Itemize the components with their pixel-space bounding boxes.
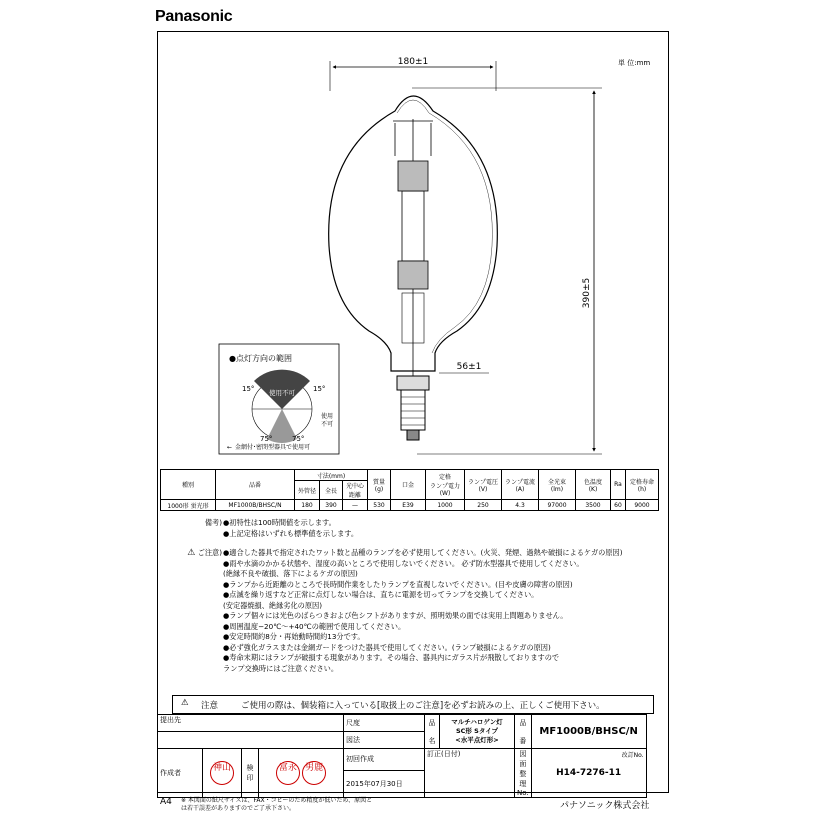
th-current: ランプ電流 (A) — [502, 470, 539, 500]
th-flux: 全光束 (lm) — [539, 470, 576, 500]
caution-line: (安定器焼損、絶縁劣化の原因) — [223, 600, 323, 610]
caution-line: ●ランプから近距離のところで長時間作業をしたりランプを直視しないでください。(目や皮膚の障害の原因) — [223, 579, 573, 589]
angle-top-left: 15° — [242, 385, 255, 393]
th-mass: 質量 (g) — [368, 470, 391, 500]
drawing-no: 改訂No. H14-7276-11 — [531, 749, 646, 798]
cell-mass: 530 — [368, 500, 391, 511]
th-base: 口金 — [391, 470, 426, 500]
projection-label: 図法 — [344, 732, 425, 749]
seal-stamps — [259, 749, 344, 798]
paper-size: A4 — [160, 797, 172, 807]
product-number: MF1000B/BHSC/N — [531, 715, 646, 749]
forbidden-label: 使用不可 — [269, 389, 295, 397]
cell-ra: 60 — [611, 500, 626, 511]
spec-table — [160, 469, 659, 511]
cell-power: 1000 — [426, 500, 465, 511]
height-label: 390±5 — [582, 277, 592, 309]
brand-logo: Panasonic — [155, 8, 233, 25]
notes-section — [160, 518, 660, 688]
cell-life: 9000 — [626, 500, 659, 511]
caution-line: (絶縁不良や破損、落下によるケガの原因) — [223, 569, 358, 578]
cell-voltage: 250 — [465, 500, 502, 511]
cell-flux: 97000 — [539, 500, 576, 511]
direction-title: ●点灯方向の範囲 — [229, 354, 292, 363]
stamp: 富永 — [276, 761, 300, 785]
cell-center: — — [343, 500, 368, 511]
lamp-drawing — [157, 31, 669, 471]
remark-line: ●初特性は100時間値を示します。 — [223, 518, 336, 527]
height-dimension — [412, 88, 602, 454]
warning-text: ご使用の際は、個装箱に入っている[取扱上のご注意]を必ずお読みの上、正しくご使用下さい。 — [241, 701, 605, 711]
width-label: 180±1 — [397, 57, 429, 67]
submit-to: 提出先 — [158, 715, 344, 732]
warning-label: 注意 — [201, 701, 219, 711]
table-row — [161, 500, 659, 511]
caution-line: ●必ず強化ガラスまたは金網ガードをつけた器具で使用してください。(ランプ破損によるケガの原因) — [223, 642, 551, 652]
stamp: 男鹿 — [302, 761, 326, 785]
number-label: 品 番 — [515, 715, 532, 749]
revision-label: 訂正(日付) — [425, 749, 515, 798]
footer-note: ※ 本図面の紙尺サイズは、FAX・コピーのため精度が低いため、原図と は若干誤差がありますのでご了承下さい。 — [181, 797, 373, 812]
name-label: 品 名 — [425, 715, 440, 749]
warning-bar — [172, 695, 654, 714]
first-made-label: 初回作成 — [344, 749, 425, 771]
caution-line: ●寿命末期にはランプが破損する現象があります。その場合、器具内にガラス片が飛散しておりますので — [223, 653, 560, 662]
revision-no-label: 改訂No. — [621, 752, 644, 759]
angle-bottom-left: 75° — [260, 435, 273, 443]
cell-current: 4.3 — [502, 500, 539, 511]
cell-type: 1000形 蛍光形 — [161, 500, 216, 511]
product-name: マルチハロゲン灯 SC形 Sタイプ <水平点灯形> — [440, 715, 515, 749]
seal-label: 検印 — [242, 749, 259, 798]
bulb-outline — [329, 96, 498, 440]
author-stamp — [203, 749, 242, 798]
th-length: 全長 — [320, 481, 343, 500]
cell-base: E39 — [391, 500, 426, 511]
remark-line: ●上記定格はいずれも標準値を示します。 — [223, 529, 359, 538]
th-ra: Ra — [611, 470, 626, 500]
direction-note-arrow: ← — [227, 444, 233, 451]
caution-line: ●雨や水滴のかかる状態や、湿度の高いところで使用しないでください。 必ず防水型器具で使用してください。 — [223, 558, 584, 568]
th-life: 定格寿命 (h) — [626, 470, 659, 500]
author-label: 作成者 — [158, 749, 203, 798]
th-model: 品番 — [216, 470, 295, 500]
scale-label: 尺度 — [344, 715, 425, 732]
remarks-label: 備考) — [204, 518, 222, 527]
forbidden-side-1: 使用 — [321, 413, 334, 420]
cell-model: MF1000B/BHSC/N — [216, 500, 295, 511]
cell-outer: 180 — [295, 500, 320, 511]
caution-line: ●周囲温度−20℃〜+40℃の範囲で使用してください。 — [223, 621, 406, 631]
th-outer: 外管径 — [295, 481, 320, 500]
width-dimension — [330, 57, 496, 91]
forbidden-side-2: 不可 — [321, 421, 334, 428]
title-block — [157, 714, 647, 798]
th-power: 定格 ランプ電力 (W) — [426, 470, 465, 500]
company-name: パナソニック株式会社 — [560, 801, 650, 811]
neck-dimension — [439, 362, 489, 373]
caution-line: ●ランプ個々には光色のばらつきおよび色シフトがありますが、照明効果の面では実用上問題ありません。 — [223, 611, 568, 620]
th-dims: 寸法(mm) — [295, 470, 368, 481]
drawing-no-label: 図面 整理No. — [515, 749, 532, 798]
angle-top-right: 15° — [313, 385, 326, 393]
warning-icon: ⚠ — [187, 548, 196, 558]
caution-line: ランプ交換時にはご注意ください。 — [223, 663, 339, 673]
first-date: 2015年07月30日 — [344, 770, 425, 797]
th-voltage: ランプ電圧 (V) — [465, 470, 502, 500]
units-label: 単 位:mm — [618, 59, 651, 67]
cell-cct: 3500 — [576, 500, 611, 511]
caution-line: ●適合した器具で指定されたワット数と品種のランプを必ず使用してください。(火災、発煙、過熱や破損によるケガの原因) — [223, 548, 623, 557]
stamp: 神山 — [210, 761, 234, 785]
th-type: 種別 — [161, 470, 216, 500]
th-cct: 色温度 (K) — [576, 470, 611, 500]
neck-label: 56±1 — [456, 362, 482, 372]
warning-icon: ⚠ — [181, 698, 189, 708]
angle-bottom-right: 75° — [292, 435, 305, 443]
th-center: 光中心 距離 — [343, 481, 368, 500]
direction-note: 金網付･密閉型器具で使用可 — [235, 444, 311, 451]
caution-line: ●安定時間約8分・再始動時間約13分です。 — [223, 632, 365, 641]
cell-length: 390 — [320, 500, 343, 511]
direction-inset — [219, 344, 339, 454]
caution-line: ●点滅を繰り返すなど正常に点灯しない場合は、直ちに電源を切ってランプを交換してください。 — [223, 590, 539, 599]
cautions-label: ⚠ ご注意) — [187, 548, 222, 558]
